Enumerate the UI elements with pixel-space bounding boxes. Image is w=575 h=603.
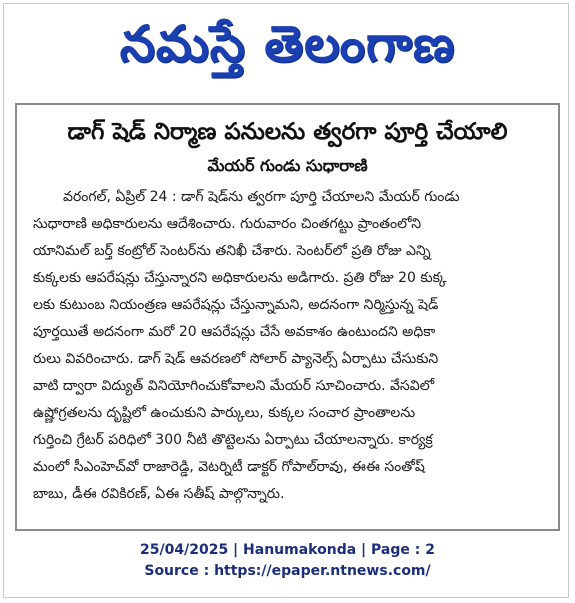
article-body-line: వరంగల్, ఏప్రిల్ 24 : డాగ్ షెడ్‌ను త్వరగా పూర్తి చేయాలని మేయర్ గుండు (63, 189, 460, 205)
article-body (33, 184, 544, 508)
article-body-line: ఉష్ణోగ్రతలను దృష్టిలో ఉంచుకుని పార్కులు, కుక్కల సంచార ప్రాంతాలను (33, 405, 416, 421)
article-body-line: మంలో సీఎంహెచ్‌వో రాజారెడ్డి, వెటర్నిటీ డాక్టర్ గోపాల్‌రావు, ఈఈ సంతోష్ (33, 459, 425, 475)
article-body-line: రులు వివరించారు. డాగ్ షెడ్ ఆవరణలో సోలార్ ప్యానెల్స్ ఏర్పాటు చేసుకుని (33, 351, 439, 367)
article-headline: డాగ్ షెడ్ నిర్మాణ పనులను త్వరగా పూర్తి చేయాలి (67, 119, 508, 145)
article-body-line: పూర్తయితే అదనంగా మరో 20 ఆపరేషన్లు చేసే అవకాశం ఉంటుందని అధికా (33, 324, 436, 340)
article-body-line: సుధారాణి అధికారులను ఆదేశించారు. గురువారం చింతగట్టు ప్రాంతంలోని (33, 216, 422, 232)
article-body-line: గుర్తించి గ్రేటర్ పరిధిలో 300 నీటి తొట్టెలను ఏర్పాటు చేయాలన్నారు. కార్యక్ర (33, 432, 433, 448)
article-body-line: లకు కుటుంబ నియంత్రణ ఆపరేషన్లు చేస్తున్నామని, అదనంగా నిర్మిస్తున్న షెడ్ (33, 297, 439, 313)
news-clipping (15, 103, 560, 531)
article-body-line: వాటి ద్వారా విద్యుత్ వినియోగించుకోవాలని మేయర్ సూచించారు. వేసవిలో (33, 378, 435, 394)
article-body-line: కుక్కలకు ఆపరేషన్లు చేస్తున్నారని అధికారులను అడిగారు. ప్రతి రోజు 20 కుక్క (33, 270, 447, 286)
article-body-line: బాబు, డీఈ రవికిరణ్, ఏఈ సతీష్ పాల్గొన్నారు. (33, 486, 285, 502)
newspaper-masthead: నమస్తే తెలంగాణ (119, 15, 456, 73)
article-body-line: యానిమల్ బర్త్ కంట్రోల్ సెంటర్‌ను తనిఖీ చేశారు. సెంటర్‌లో ప్రతి రోజు ఎన్ని (33, 243, 431, 259)
page-footer (0, 540, 575, 582)
article-subhead: మేయర్ గుండు సుధారాణి (207, 156, 368, 175)
footer-date-edition: 25/04/2025 | Hanumakonda | Page : 2 (140, 542, 435, 558)
footer-source: Source : https://epaper.ntnews.com/ (144, 563, 431, 579)
